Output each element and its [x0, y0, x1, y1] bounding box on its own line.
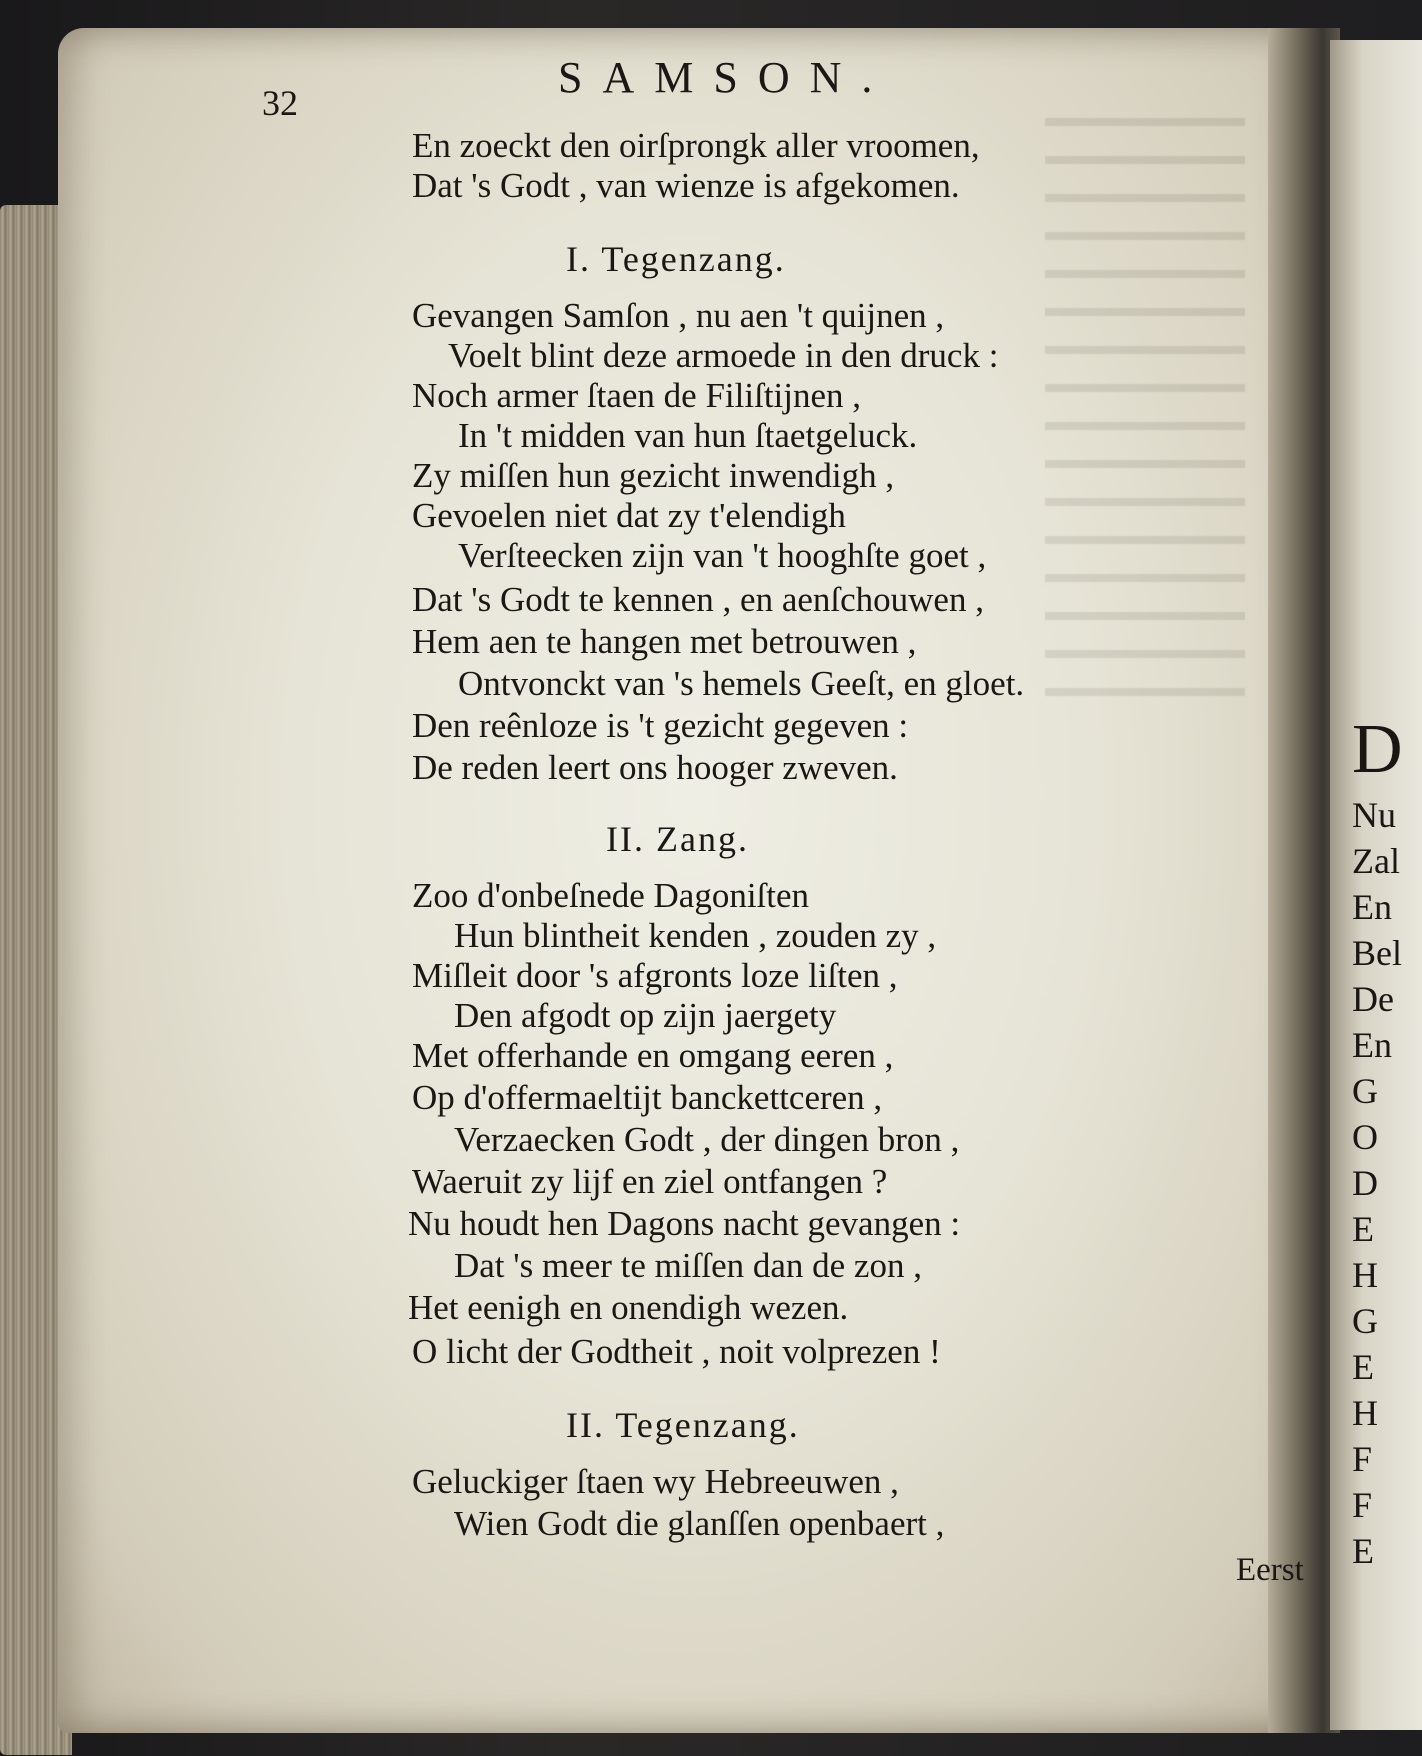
verse-line: Verzaecken Godt , der dingen bron , — [454, 1120, 960, 1159]
verse-line: Noch armer ſtaen de Filiſtijnen , — [412, 376, 862, 415]
facing-line-start: H — [1352, 1393, 1378, 1433]
verse-line: Den reênloze is 't gezicht gegeven : — [412, 706, 909, 745]
verse-line: De reden leert ons hooger zweven. — [412, 748, 898, 787]
verse-line: Gevoelen niet dat zy t'elendigh — [412, 496, 846, 535]
facing-line-start: G — [1352, 1071, 1378, 1111]
verse-line: Dat 's Godt te kennen , en aenſchouwen , — [412, 580, 984, 619]
verse-line: Nu houdt hen Dagons nacht gevangen : — [408, 1204, 961, 1243]
verse-line: Den afgodt op zijn jaergety — [454, 996, 837, 1035]
facing-line-start: E — [1352, 1209, 1374, 1249]
verse-line: Op d'offermaeltijt banckettceren , — [412, 1078, 883, 1117]
facing-line-start: F — [1352, 1485, 1373, 1525]
running-head: SAMSON. — [558, 53, 893, 102]
verse-line: Hun blintheit kenden , zouden zy , — [454, 916, 937, 955]
section-heading: II. Tegenzang. — [566, 1405, 800, 1445]
facing-page-dropcap: D — [1352, 711, 1403, 788]
catchword: Eerst — [1236, 1552, 1304, 1588]
facing-line-start: H — [1352, 1255, 1378, 1295]
page-number: 32 — [262, 83, 298, 123]
facing-line-start: O — [1352, 1117, 1378, 1157]
verse-line: Ontvonckt van 's hemels Geeſt, en gloet. — [458, 664, 1025, 703]
verse-line: Met offerhande en omgang eeren , — [412, 1036, 894, 1075]
verse-line: Miſleit door 's afgronts loze liſten , — [412, 956, 898, 995]
verse-line: Het eenigh en onendigh wezen. — [408, 1288, 849, 1327]
verse-line: Verſteecken zijn van 't hooghſte goet , — [458, 536, 987, 575]
verse-line: Zoo d'onbeſnede Dagoniſten — [412, 876, 810, 915]
facing-line-start: E — [1352, 1531, 1374, 1571]
facing-line-start: Bel — [1352, 933, 1402, 973]
verse-line: In 't midden van hun ſtaetgeluck. — [458, 416, 918, 455]
verse-line: Gevangen Samſon , nu aen 't quijnen , — [412, 296, 945, 335]
facing-line-start: G — [1352, 1301, 1378, 1341]
verse-line: Waeruit zy lijf en ziel ontfangen ? — [412, 1162, 888, 1201]
facing-line-start: E — [1352, 1347, 1374, 1387]
facing-line-start: D — [1352, 1163, 1378, 1203]
facing-line-start: F — [1352, 1439, 1373, 1479]
facing-line-start: Nu — [1352, 795, 1396, 835]
verse-line: Voelt blint deze armoede in den druck : — [448, 336, 999, 375]
section-heading: I. Tegenzang. — [566, 239, 786, 279]
verse-line: En zoeckt den oirſprongk aller vroomen, — [412, 126, 980, 165]
facing-line-start: En — [1352, 887, 1392, 927]
verse-line: Dat 's Godt , van wienze is afgekomen. — [412, 166, 960, 205]
verse-line: O licht der Godtheit , noit volprezen ! — [412, 1332, 941, 1371]
verse-line: Hem aen te hangen met betrouwen , — [412, 622, 917, 661]
verse-line: Wien Godt die glanſſen openbaert , — [454, 1504, 945, 1543]
verse-line: Geluckiger ſtaen wy Hebreeuwen , — [412, 1462, 899, 1501]
section-heading: II. Zang. — [606, 819, 749, 859]
facing-line-start: Zal — [1352, 841, 1400, 881]
facing-line-start: De — [1352, 979, 1394, 1019]
verse-line: Zy miſſen hun gezicht inwendigh , — [412, 456, 895, 495]
facing-line-start: En — [1352, 1025, 1392, 1065]
verse-line: Dat 's meer te miſſen dan de zon , — [454, 1246, 922, 1285]
